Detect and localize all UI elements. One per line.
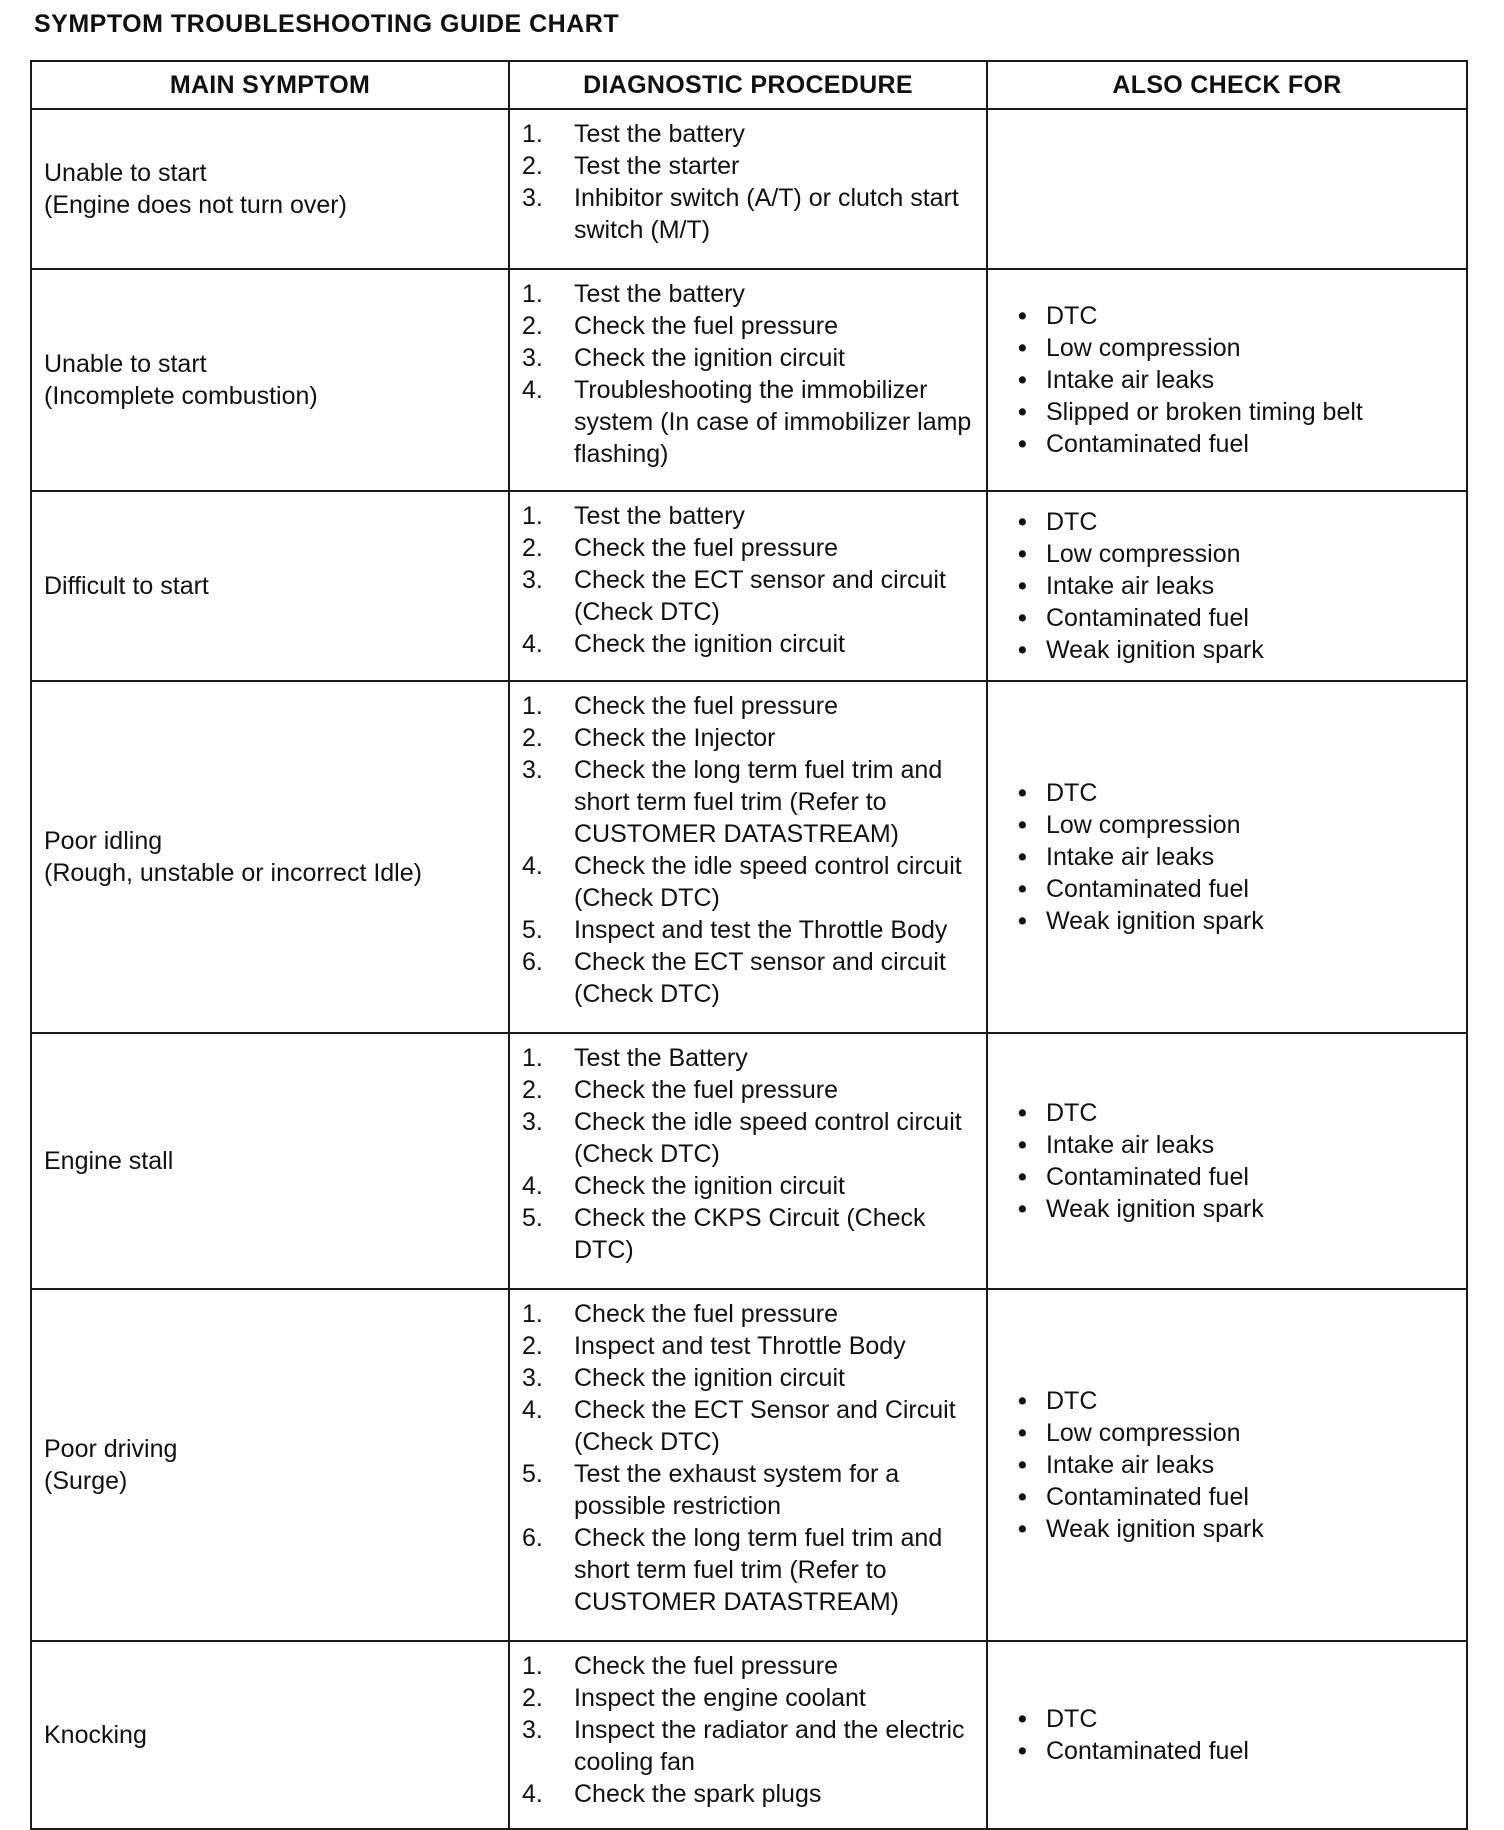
step-number: 2. — [522, 312, 543, 340]
step-text: Check the ignition circuit — [574, 1172, 845, 1200]
step-number: 1. — [522, 1044, 543, 1072]
procedure-step — [522, 150, 980, 182]
bullet-icon: • — [1018, 1131, 1027, 1159]
also-check-cell — [987, 1289, 1467, 1641]
step-text: Check the fuel pressure — [574, 534, 839, 562]
procedure-step — [522, 532, 980, 564]
procedure-step — [522, 1074, 980, 1106]
document-title: SYMPTOM TROUBLESHOOTING GUIDE CHART — [34, 10, 620, 38]
also-check-text: Low compression — [1046, 811, 1241, 839]
step-number: 2. — [522, 152, 543, 180]
bullet-icon: • — [1018, 1705, 1027, 1733]
also-check-text: Weak ignition spark — [1046, 636, 1264, 664]
table-row — [31, 681, 1467, 1033]
bullet-icon: • — [1018, 811, 1027, 839]
step-number: 3. — [522, 1364, 543, 1392]
step-text: Test the battery — [574, 120, 745, 148]
also-check-text: Contaminated fuel — [1046, 1163, 1249, 1191]
also-check-cell — [987, 681, 1467, 1033]
procedure-step — [522, 1682, 980, 1714]
procedure-step — [522, 1714, 980, 1778]
symptom-text: (Surge) — [44, 1467, 128, 1495]
procedure-list — [522, 1298, 980, 1618]
also-check-item — [1018, 300, 1460, 332]
symptom-cell — [31, 109, 509, 269]
bullet-icon: • — [1018, 1451, 1027, 1479]
procedure-step — [522, 1330, 980, 1362]
step-text: Test the battery — [574, 502, 745, 530]
step-text: Inspect and test Throttle Body — [574, 1332, 906, 1360]
also-check-text: DTC — [1046, 508, 1098, 536]
symptom-cell — [31, 1289, 509, 1641]
also-check-item — [1018, 809, 1460, 841]
also-check-cell — [987, 269, 1467, 491]
bullet-icon: • — [1018, 1195, 1027, 1223]
also-check-list — [1018, 1385, 1460, 1545]
procedure-step — [522, 1106, 980, 1170]
procedure-step — [522, 722, 980, 754]
also-check-cell — [987, 109, 1467, 269]
also-check-cell — [987, 1641, 1467, 1829]
also-check-text: DTC — [1046, 302, 1098, 330]
procedure-cell — [509, 269, 987, 491]
symptom-text: Engine stall — [44, 1147, 174, 1175]
procedure-cell — [509, 491, 987, 681]
procedure-step — [522, 278, 980, 310]
also-check-item — [1018, 1735, 1460, 1767]
table-row — [31, 491, 1467, 681]
also-check-item — [1018, 1161, 1460, 1193]
procedure-step — [522, 628, 980, 660]
header-main-symptom: MAIN SYMPTOM — [31, 61, 509, 109]
step-text: Test the exhaust system for a possible restriction — [574, 1460, 900, 1520]
bullet-icon: • — [1018, 430, 1027, 458]
also-check-item — [1018, 634, 1460, 666]
also-check-item — [1018, 332, 1460, 364]
step-text: Check the long term fuel trim and short term fuel trim (Refer to CUSTOMER DATASTREAM) — [574, 756, 943, 848]
step-text: Check the CKPS Circuit (Check DTC) — [574, 1204, 926, 1264]
step-number: 1. — [522, 1300, 543, 1328]
also-check-text: Weak ignition spark — [1046, 1195, 1264, 1223]
also-check-item — [1018, 1449, 1460, 1481]
procedure-list — [522, 118, 980, 246]
procedure-step — [522, 1042, 980, 1074]
procedure-cell — [509, 1641, 987, 1829]
procedure-step — [522, 754, 980, 850]
bullet-icon: • — [1018, 334, 1027, 362]
procedure-list — [522, 690, 980, 1010]
also-check-item — [1018, 1513, 1460, 1545]
also-check-item — [1018, 873, 1460, 905]
bullet-icon: • — [1018, 604, 1027, 632]
also-check-item — [1018, 1703, 1460, 1735]
step-text: Check the fuel pressure — [574, 1076, 839, 1104]
step-number: 2. — [522, 724, 543, 752]
also-check-text: Weak ignition spark — [1046, 907, 1264, 935]
also-check-item — [1018, 602, 1460, 634]
also-check-item — [1018, 538, 1460, 570]
also-check-text: DTC — [1046, 779, 1098, 807]
step-number: 5. — [522, 916, 543, 944]
also-check-item — [1018, 506, 1460, 538]
also-check-item — [1018, 841, 1460, 873]
also-check-text: Low compression — [1046, 540, 1241, 568]
procedure-step — [522, 1202, 980, 1266]
step-text: Test the battery — [574, 280, 745, 308]
procedure-step — [522, 1394, 980, 1458]
also-check-item — [1018, 570, 1460, 602]
symptom-text: Unable to start — [44, 159, 207, 187]
step-number: 4. — [522, 852, 543, 880]
step-text: Check the ECT sensor and circuit (Check DTC) — [574, 566, 946, 626]
also-check-list — [1018, 506, 1460, 666]
step-text: Troubleshooting the immobilizer system (In case of immobilizer lamp flashing) — [574, 376, 972, 468]
step-number: 4. — [522, 1172, 543, 1200]
procedure-step — [522, 118, 980, 150]
bullet-icon: • — [1018, 302, 1027, 330]
also-check-text: DTC — [1046, 1705, 1098, 1733]
also-check-text: DTC — [1046, 1387, 1098, 1415]
also-check-text: Intake air leaks — [1046, 1451, 1215, 1479]
procedure-step — [522, 564, 980, 628]
step-number: 2. — [522, 534, 543, 562]
also-check-item — [1018, 1193, 1460, 1225]
step-text: Check the fuel pressure — [574, 1652, 839, 1680]
symptom-text: Poor idling — [44, 827, 163, 855]
step-text: Test the starter — [574, 152, 740, 180]
step-number: 1. — [522, 692, 543, 720]
step-text: Check the long term fuel trim and short term fuel trim (Refer to CUSTOMER DATASTREAM) — [574, 1524, 943, 1616]
step-text: Inspect the radiator and the electric cooling fan — [574, 1716, 965, 1776]
symptom-text: Poor driving — [44, 1435, 178, 1463]
step-number: 3. — [522, 756, 543, 784]
step-text: Inspect the engine coolant — [574, 1684, 866, 1712]
bullet-icon: • — [1018, 1737, 1027, 1765]
table-row — [31, 269, 1467, 491]
procedure-list — [522, 1650, 980, 1810]
header-row — [31, 61, 1467, 109]
also-check-text: Low compression — [1046, 1419, 1241, 1447]
symptom-text: (Incomplete combustion) — [44, 382, 318, 410]
step-text: Check the ECT sensor and circuit (Check DTC) — [574, 948, 946, 1008]
bullet-icon: • — [1018, 508, 1027, 536]
step-number: 4. — [522, 1780, 543, 1808]
header-diagnostic-procedure: DIAGNOSTIC PROCEDURE — [509, 61, 987, 109]
step-number: 3. — [522, 1716, 543, 1744]
procedure-step — [522, 690, 980, 722]
step-number: 1. — [522, 280, 543, 308]
symptom-cell — [31, 1641, 509, 1829]
procedure-step — [522, 850, 980, 914]
step-text: Check the spark plugs — [574, 1780, 822, 1808]
also-check-text: Contaminated fuel — [1046, 1737, 1249, 1765]
troubleshooting-table — [30, 60, 1468, 1830]
symptom-cell — [31, 269, 509, 491]
step-text: Check the ignition circuit — [574, 344, 845, 372]
bullet-icon: • — [1018, 1515, 1027, 1543]
also-check-item — [1018, 364, 1460, 396]
step-number: 5. — [522, 1204, 543, 1232]
also-check-text: Intake air leaks — [1046, 572, 1215, 600]
bullet-icon: • — [1018, 636, 1027, 664]
also-check-text: Contaminated fuel — [1046, 604, 1249, 632]
table-row — [31, 1033, 1467, 1289]
procedure-step — [522, 914, 980, 946]
also-check-item — [1018, 428, 1460, 460]
step-number: 4. — [522, 630, 543, 658]
procedure-cell — [509, 1033, 987, 1289]
bullet-icon: • — [1018, 1483, 1027, 1511]
table-row — [31, 109, 1467, 269]
step-text: Check the idle speed control circuit (Check DTC) — [574, 852, 962, 912]
step-number: 5. — [522, 1460, 543, 1488]
symptom-text: Unable to start — [44, 350, 207, 378]
also-check-text: Weak ignition spark — [1046, 1515, 1264, 1543]
bullet-icon: • — [1018, 572, 1027, 600]
procedure-step — [522, 1650, 980, 1682]
step-text: Inhibitor switch (A/T) or clutch start switch (M/T) — [574, 184, 959, 244]
symptom-cell — [31, 491, 509, 681]
also-check-text: Low compression — [1046, 334, 1241, 362]
step-text: Inspect and test the Throttle Body — [574, 916, 948, 944]
procedure-step — [522, 1298, 980, 1330]
symptom-text: (Engine does not turn over) — [44, 191, 347, 219]
bullet-icon: • — [1018, 907, 1027, 935]
step-text: Check the ECT Sensor and Circuit (Check DTC) — [574, 1396, 956, 1456]
bullet-icon: • — [1018, 1163, 1027, 1191]
step-text: Check the idle speed control circuit (Check DTC) — [574, 1108, 962, 1168]
also-check-cell — [987, 1033, 1467, 1289]
procedure-step — [522, 1170, 980, 1202]
procedure-step — [522, 374, 980, 470]
step-number: 3. — [522, 344, 543, 372]
header-also-check-for: ALSO CHECK FOR — [987, 61, 1467, 109]
also-check-item — [1018, 396, 1460, 428]
step-number: 3. — [522, 1108, 543, 1136]
also-check-text: Slipped or broken timing belt — [1046, 398, 1363, 426]
procedure-step — [522, 1778, 980, 1810]
step-number: 2. — [522, 1076, 543, 1104]
procedure-list — [522, 1042, 980, 1266]
procedure-step — [522, 946, 980, 1010]
step-text: Check the ignition circuit — [574, 630, 845, 658]
bullet-icon: • — [1018, 843, 1027, 871]
bullet-icon: • — [1018, 1099, 1027, 1127]
also-check-item — [1018, 1385, 1460, 1417]
symptom-text: Difficult to start — [44, 572, 209, 600]
also-check-item — [1018, 1129, 1460, 1161]
step-text: Check the fuel pressure — [574, 1300, 839, 1328]
bullet-icon: • — [1018, 1419, 1027, 1447]
also-check-text: Intake air leaks — [1046, 1131, 1215, 1159]
table-row — [31, 1641, 1467, 1829]
also-check-cell — [987, 491, 1467, 681]
step-number: 1. — [522, 1652, 543, 1680]
procedure-step — [522, 1522, 980, 1618]
symptom-text: (Rough, unstable or incorrect Idle) — [44, 859, 422, 887]
step-number: 4. — [522, 1396, 543, 1424]
procedure-list — [522, 278, 980, 470]
procedure-step — [522, 182, 980, 246]
procedure-cell — [509, 109, 987, 269]
also-check-text: Contaminated fuel — [1046, 1483, 1249, 1511]
step-number: 1. — [522, 502, 543, 530]
also-check-list — [1018, 300, 1460, 460]
procedure-step — [522, 500, 980, 532]
also-check-list — [1018, 777, 1460, 937]
also-check-item — [1018, 1417, 1460, 1449]
procedure-cell — [509, 1289, 987, 1641]
bullet-icon: • — [1018, 366, 1027, 394]
procedure-list — [522, 500, 980, 660]
step-text: Test the Battery — [574, 1044, 748, 1072]
step-number: 3. — [522, 184, 543, 212]
step-number: 6. — [522, 948, 543, 976]
bullet-icon: • — [1018, 779, 1027, 807]
step-text: Check the fuel pressure — [574, 312, 839, 340]
bullet-icon: • — [1018, 398, 1027, 426]
also-check-item — [1018, 905, 1460, 937]
also-check-list — [1018, 1097, 1460, 1225]
also-check-item — [1018, 1097, 1460, 1129]
also-check-item — [1018, 777, 1460, 809]
bullet-icon: • — [1018, 1387, 1027, 1415]
table-row — [31, 1289, 1467, 1641]
bullet-icon: • — [1018, 540, 1027, 568]
step-number: 4. — [522, 376, 543, 404]
step-number: 3. — [522, 566, 543, 594]
also-check-list — [1018, 1703, 1460, 1767]
step-number: 6. — [522, 1524, 543, 1552]
symptom-cell — [31, 1033, 509, 1289]
symptom-text: Knocking — [44, 1721, 147, 1749]
step-number: 2. — [522, 1332, 543, 1360]
bullet-icon: • — [1018, 875, 1027, 903]
procedure-cell — [509, 681, 987, 1033]
step-number: 2. — [522, 1684, 543, 1712]
step-text: Check the ignition circuit — [574, 1364, 845, 1392]
also-check-text: Contaminated fuel — [1046, 875, 1249, 903]
procedure-step — [522, 1362, 980, 1394]
also-check-text: Intake air leaks — [1046, 366, 1215, 394]
also-check-text: DTC — [1046, 1099, 1098, 1127]
also-check-text: Contaminated fuel — [1046, 430, 1249, 458]
also-check-text: Intake air leaks — [1046, 843, 1215, 871]
step-text: Check the fuel pressure — [574, 692, 839, 720]
procedure-step — [522, 342, 980, 374]
procedure-step — [522, 1458, 980, 1522]
step-number: 1. — [522, 120, 543, 148]
also-check-item — [1018, 1481, 1460, 1513]
symptom-cell — [31, 681, 509, 1033]
step-text: Check the Injector — [574, 724, 776, 752]
procedure-step — [522, 310, 980, 342]
